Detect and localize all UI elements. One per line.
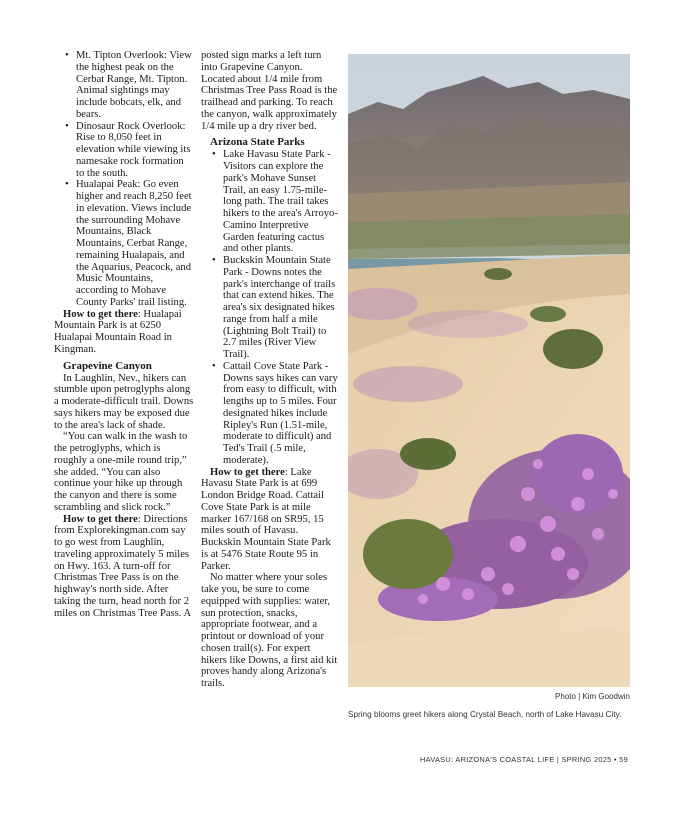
list-item: • Dinosaur Rock Overlook: Rise to 8,050 feet in elevation while viewing its namesake rock formation to the south. [76,121,194,180]
list-item: • Lake Havasu State Park - Visitors can explore the park's Mohave Sunset Trail, an easy 1.75-mile-long path. The trail takes hikers to the area's Arroyo-Camino Interpretive Garden featuring cactus and other plants. [223,149,338,255]
section-heading-grapevine: Grapevine Canyon [63,359,152,372]
body-paragraph: “You can walk in the wash to the petroglyphs, which is roughly a one-mile round trip,” she added. “You can also continue your hike up through the canyon and there is some scrambling and slick rock.” [54,431,188,513]
body-paragraph: In Laughlin, Nev., hikers can stumble upon petroglyphs along a moderate-difficult trail. Downs says hikers may be exposed due to the area's lack of shade. [54,372,194,431]
section-heading-state-parks: Arizona State Parks [210,136,305,149]
list-item: • Cattail Cove State Park - Downs says hikes can vary from easy to difficult, with lengths up to 5 miles. Four designated hikes include Ripley's Run (1.51-mile, moderate to difficult) and Ted's Trail (.5 mile, moderate). [223,361,338,467]
article-column-2 [201,50,338,690]
list-item: • Mt. Tipton Overlook: View the highest peak on the Cerbat Range, Mt. Tipton. Animal sightings may include bobcats, elk, and bears. [76,50,194,121]
directions-lead: How to get there [63,308,138,320]
directions-paragraph [54,514,194,620]
trail-list-state-parks [201,149,338,466]
photo-caption: Spring blooms greet hikers along Crystal Beach, north of Lake Havasu City. [348,710,622,719]
directions-paragraph [54,309,194,356]
desert-bloom-photo [348,54,630,687]
trail-list-hualapai [54,50,194,309]
list-item: • Hualapai Peak: Go even higher and reach 8,250 feet in elevation. Views include the surrounding Mohave Mountains, Black Mountains, Cerbat Range, remaining Hualapais, and the Aquarius, Peacock, and Music Mountains, according to Mohave County Parks' trail listing. [76,179,194,308]
directions-text: : Directions from Explorekingman.com say to go west from Laughlin, traveling approximately 5 miles on Hwy. 163. A turn-off for Christmas Tree Pass is on the highway's north side. After taking the turn, head north for 2 miles on Christmas Tree Pass. A [54,513,192,619]
photo-credit: Photo | Kim Goodwin [554,692,630,701]
directions-text: : Lake Havasu State Park is at 699 London Bridge Road. Cattail Cove State Park is at mile marker 167/168 on SR95, 15 miles south of Havasu. Buckskin Mountain State Park is at 5476 State Route 95 in Parker. [201,466,331,572]
body-paragraph: posted sign marks a left turn into Grapevine Canyon. Located about 1/4 mile from Christmas Tree Pass Road is the trailhead and parking. To reach the canyon, walk approximately 1/4 mile up a dry river bed. [201,50,338,132]
directions-lead: How to get there [210,466,285,478]
page-footer: HAVASU: ARIZONA'S COASTAL LIFE | SPRING 2025 • 59 [419,755,628,764]
body-paragraph: No matter where your soles take you, be sure to come equipped with supplies: water, sun protection, snacks, appropriate footwear, and a printout or download of your chosen trail(s). For expert hikers like Downs, a first aid kit proves handy along Arizona's trails. [201,572,338,689]
directions-lead: How to get there [63,513,138,525]
directions-paragraph [201,467,338,573]
article-column-1 [54,50,194,619]
directions-text: : Hualapai Mountain Park is at 6250 Hualapai Mountain Road in Kingman. [54,308,182,355]
landscape-illustration [348,54,630,687]
list-item: • Buckskin Mountain State Park - Downs notes the park's interchange of trails that can extend hikes. The area's six designated hikes range from half a mile (Lightning Bolt Trail) to 2.7 miles (River View Trail). [223,255,338,361]
